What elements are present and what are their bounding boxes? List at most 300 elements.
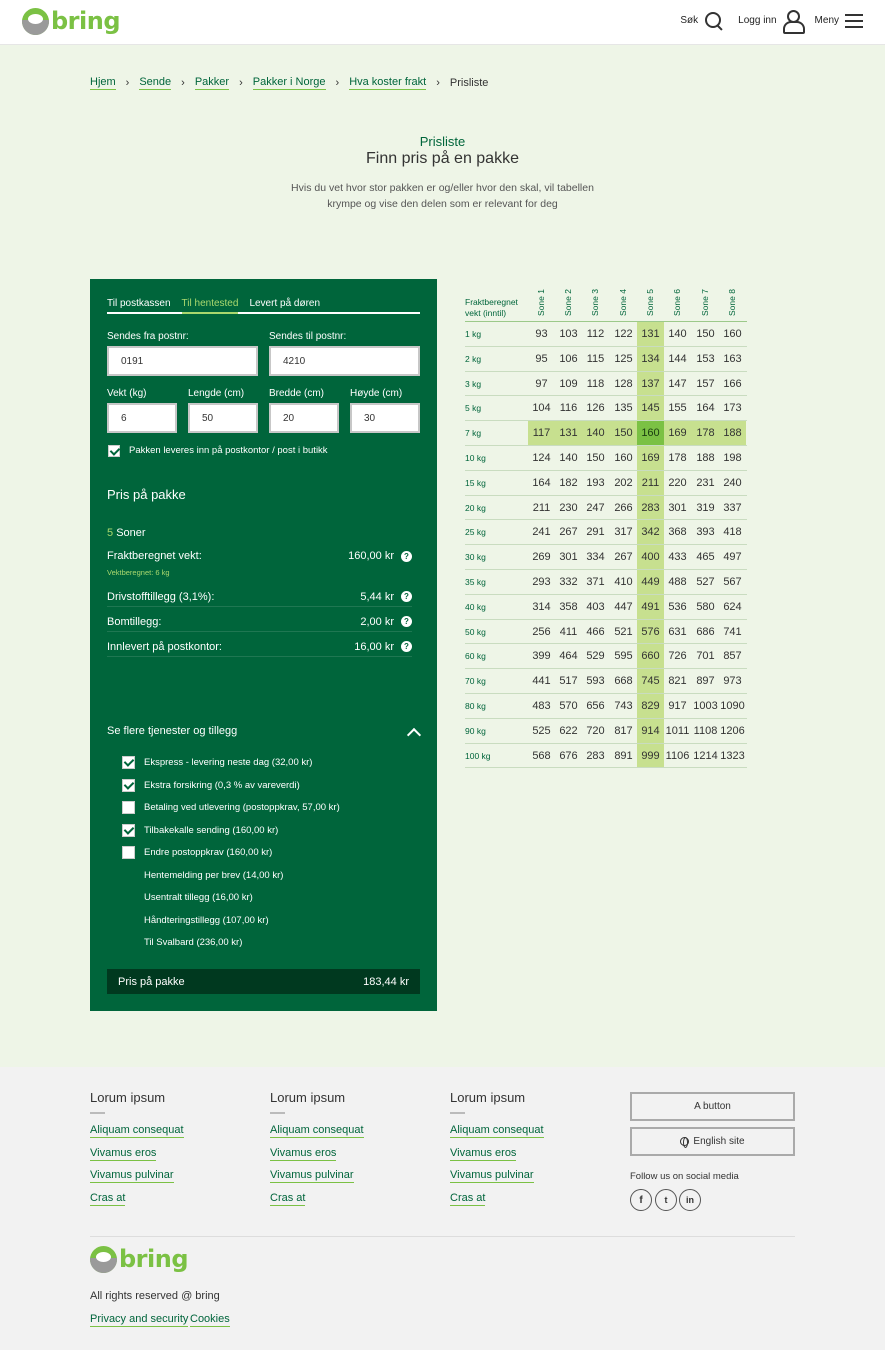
to-postcode-input[interactable]: 4210 [269,346,420,376]
toll-value: 2,00 kr [360,615,394,628]
footer-link[interactable]: Aliquam consequat [270,1124,364,1136]
price-cell[interactable]: 817 [614,724,633,737]
footer-column-title: Lorum ipsum [450,1090,526,1105]
login-label: Logg inn [738,15,777,26]
price-cell[interactable]: 116 [559,402,578,415]
price-cell[interactable]: 568 [532,749,551,762]
weight-input[interactable]: 6 [107,403,177,433]
footer-link[interactable]: Vivamus eros [90,1146,157,1159]
twitter-icon[interactable]: t [655,1189,677,1211]
price-cell[interactable]: 104 [532,402,551,415]
weight-label: 2 kg [465,353,482,364]
english-site-label: English site [693,1136,745,1147]
price-cell[interactable]: 103 [559,328,578,340]
privacy-link[interactable]: Privacy and security [90,1313,189,1325]
footer-link[interactable]: Vivamus pulvinar [270,1169,354,1181]
price-calculator [90,279,437,1011]
price-cell[interactable]: 166 [723,377,742,390]
copyright-text: All rights reserved @ bring [90,1290,220,1302]
delivered-label: Innlevert på postkontor: [107,640,222,653]
length-input[interactable]: 50 [188,403,258,433]
zones-label: Soner [116,527,146,539]
delivered-value-wrap [354,641,412,653]
price-cell[interactable]: 342 [641,526,660,539]
price-cell[interactable]: 917 [668,700,687,712]
price-cell[interactable]: 570 [559,700,578,712]
search-button[interactable] [680,11,724,31]
chevron-right-icon: › [125,77,130,89]
service-label[interactable]: Ekspress - levering neste dag (32,00 kr) [144,757,313,768]
table-row-divider [465,643,747,644]
price-cell[interactable]: 95 [535,352,548,365]
price-cell[interactable]: 527 [696,576,715,588]
price-cell[interactable]: 231 [696,476,715,489]
price-cell[interactable]: 193 [586,476,605,489]
price-cell[interactable]: 631 [668,625,687,638]
page-description: Hvis du vet hvor stor pakken er og/eller hvor den skal, vil tabellen krympe og vise den delen som er relevant for deg [291,182,594,210]
price-cell[interactable]: 529 [586,650,605,663]
delivery-tabs [107,296,420,314]
price-cell[interactable]: 660 [641,650,660,663]
price-cell[interactable]: 337 [723,501,742,514]
price-cell[interactable]: 109 [559,377,578,390]
weight-label: 90 kg [465,725,486,736]
price-cell[interactable]: 483 [532,700,551,712]
price-cell[interactable]: 720 [586,724,605,737]
price-cell[interactable]: 112 [586,328,605,340]
service-label[interactable]: Betaling ved utlevering (postoppkrav, 57,00 kr) [144,802,340,813]
price-cell[interactable]: 576 [641,625,660,638]
price-cell[interactable]: 301 [668,501,687,514]
weight-label: 5 kg [465,403,482,414]
price-cell[interactable]: 525 [532,724,551,737]
price-cell[interactable]: 150 [614,427,633,440]
price-cell[interactable]: 140 [559,452,578,464]
price-cell[interactable]: 1106 [665,749,690,762]
price-cell[interactable]: 124 [532,452,551,464]
price-cell[interactable]: 686 [696,625,715,638]
site-header [0,0,885,45]
fuel-value-wrap [360,591,412,603]
delivered-row [107,637,412,657]
breadcrumb-link-pakker[interactable]: Pakker [194,76,230,88]
service-label[interactable]: Tilbakekalle sending (160,00 kr) [144,824,279,836]
price-cell[interactable]: 410 [614,576,633,588]
service-label[interactable]: Endre postoppkrav (160,00 kr) [144,847,273,858]
price-cell[interactable]: 178 [668,452,687,464]
price-cell[interactable]: 160 [641,427,660,440]
price-cell[interactable]: 488 [668,576,687,588]
price-cell[interactable]: 155 [668,402,687,415]
breadcrumb [90,76,488,90]
chevron-right-icon: › [181,77,185,89]
delivered-value: 16,00 kr [354,640,394,653]
price-cell[interactable]: 726 [668,650,687,663]
price-cell[interactable]: 622 [559,724,578,737]
price-cell[interactable]: 999 [641,749,660,762]
chevron-right-icon: › [436,77,440,89]
bring-logo-text: bring [51,7,121,35]
price-cell[interactable]: 137 [641,377,660,390]
price-cell[interactable]: 433 [668,551,687,564]
to-postcode-label: Sendes til postnr: [269,331,347,342]
width-label: Bredde (cm) [269,388,325,399]
price-cell[interactable]: 465 [696,551,715,564]
weight-label: 100 kg [465,750,491,761]
corner-label-line2: vekt (inntil) [465,308,507,318]
chevron-right-icon: › [239,77,243,89]
price-cell[interactable]: 411 [559,625,578,638]
price-cell[interactable]: 334 [586,551,605,564]
price-cell[interactable]: 441 [532,675,551,688]
price-cell[interactable]: 131 [559,427,578,440]
price-cell[interactable]: 140 [586,427,605,440]
price-cell[interactable]: 160 [723,328,742,340]
price-cell[interactable]: 400 [641,551,660,564]
footer-link[interactable]: Cras at [450,1191,486,1204]
help-icon[interactable]: ? [401,616,412,627]
breadcrumb-link-hjem[interactable]: Hjem [90,76,116,88]
postoffice-checkbox-label: Pakken leveres inn på postkontor / post i butikk [129,445,328,456]
weight-label: 20 kg [465,502,486,513]
bring-logo-icon [22,8,49,35]
help-icon[interactable]: ? [401,591,412,602]
toll-label: Bomtillegg: [107,615,162,628]
price-cell[interactable]: 93 [535,328,548,340]
total-price-label: Pris på pakke [118,975,185,988]
weight-label: Vekt (kg) [107,388,147,399]
table-row-divider [465,395,747,396]
price-cell[interactable]: 403 [586,600,605,613]
price-cell[interactable]: 126 [586,402,605,415]
price-cell[interactable]: 517 [559,675,578,688]
freight-weight-label: Fraktberegnet vekt: [107,550,202,562]
hamburger-icon [845,14,863,28]
price-cell[interactable]: 283 [586,749,605,762]
tab-til-postkassen[interactable]: Til postkassen [107,298,171,309]
table-row-divider [465,371,747,372]
price-cell[interactable]: 891 [614,749,633,762]
weight-label: 70 kg [465,676,486,687]
price-cell[interactable]: 283 [641,501,660,514]
price-cell[interactable]: 115 [586,352,605,365]
price-cell[interactable]: 521 [614,625,633,638]
price-cell[interactable]: 106 [559,352,578,365]
page-kicker: Prisliste [419,134,466,149]
breadcrumb-link-pakker-i-norge[interactable]: Pakker i Norge [252,76,326,88]
fuel-value: 5,44 kr [360,590,394,603]
breadcrumb-link-hva-koster-frakt[interactable]: Hva koster frakt [349,76,427,88]
weight-label: 80 kg [465,701,486,711]
weight-label: 10 kg [465,453,486,463]
height-input[interactable]: 30 [350,403,420,433]
price-cell[interactable]: 1011 [665,724,690,737]
price-cell[interactable]: 567 [723,576,742,588]
weight-label: 1 kg [465,329,482,339]
table-row-divider [465,346,747,347]
price-cell[interactable]: 220 [668,476,687,489]
login-button[interactable] [738,10,800,31]
footer-link[interactable]: Vivamus pulvinar [90,1169,174,1181]
service-checkbox[interactable] [122,846,135,859]
price-cell[interactable]: 144 [668,352,687,365]
price-cell[interactable]: 368 [668,526,687,539]
price-cell[interactable]: 466 [586,625,605,638]
price-cell[interactable]: 169 [668,427,687,440]
weight-label: 30 kg [465,552,486,563]
footer-link[interactable]: Aliquam consequat [450,1124,544,1136]
price-cell[interactable]: 150 [586,452,605,464]
price-cell[interactable]: 399 [532,650,551,663]
price-cell[interactable]: 266 [614,501,633,514]
table-header-divider [465,321,747,322]
total-price-bar [107,969,420,994]
price-cell[interactable]: 449 [641,576,660,588]
table-row-divider [465,519,747,520]
price-cell[interactable]: 418 [723,526,742,539]
price-cell[interactable]: 701 [696,650,715,663]
breadcrumb-current: Prisliste [449,77,489,89]
price-cell[interactable]: 536 [668,600,687,613]
volume-weight-note: Vektberegnet: 6 kg [107,568,170,577]
price-cell[interactable]: 267 [614,551,633,564]
corner-label-line1: Fraktberegnet [465,297,518,307]
footer-link[interactable]: Aliquam consequat [90,1124,184,1136]
fuel-row [107,587,412,607]
cookies-link[interactable]: Cookies [190,1313,230,1325]
price-cell[interactable]: 447 [614,600,633,613]
price-cell[interactable]: 1206 [720,724,745,737]
breadcrumb-link-sende[interactable]: Sende [139,76,172,88]
service-checkbox[interactable] [122,801,135,814]
user-icon [783,10,801,31]
facebook-icon[interactable]: f [630,1189,652,1211]
more-services-toggle[interactable] [107,719,420,739]
footer-column-title: Lorum ipsum [270,1090,346,1105]
price-cell[interactable]: 371 [586,576,605,588]
postoffice-checkbox[interactable] [108,445,120,457]
price-cell[interactable]: 1323 [720,749,745,762]
price-cell[interactable]: 821 [668,675,687,688]
price-cell[interactable]: 593 [586,675,605,688]
price-cell[interactable]: 317 [614,526,633,539]
service-label: Håndteringstillegg (107,00 kr) [144,914,269,926]
price-cell[interactable]: 145 [641,402,660,415]
price-cell[interactable]: 178 [696,427,715,440]
menu-button[interactable] [815,14,863,28]
price-cell[interactable]: 745 [641,675,660,688]
price-cell[interactable]: 897 [696,675,715,688]
price-cell[interactable]: 182 [559,476,578,489]
price-cell[interactable]: 595 [614,650,633,663]
price-cell[interactable]: 157 [696,377,715,390]
footer-column-underline [90,1112,105,1114]
height-label: Høyde (cm) [350,388,403,399]
table-row-divider [465,668,747,669]
price-cell[interactable]: 188 [723,427,742,440]
price-cell[interactable]: 973 [723,675,742,688]
weight-column-header [465,297,518,319]
width-input[interactable]: 20 [269,403,339,433]
service-checkbox[interactable] [122,779,135,792]
price-cell[interactable]: 140 [668,328,687,340]
zone-header: Sone 2 [563,289,573,316]
price-cell[interactable]: 117 [532,427,551,440]
price-cell[interactable]: 1003 [693,700,718,712]
price-cell[interactable]: 198 [723,452,742,464]
price-cell[interactable]: 857 [723,650,742,663]
price-cell[interactable]: 247 [586,501,605,514]
price-cell[interactable]: 147 [668,377,687,390]
from-postcode-label: Sendes fra postnr: [107,331,189,342]
price-cell[interactable]: 914 [641,724,660,737]
freight-weight-value-wrap [348,550,412,562]
a-button[interactable] [630,1092,795,1121]
total-price-value: 183,44 kr [363,975,409,988]
from-postcode-input[interactable]: 0191 [107,346,258,376]
chevron-right-icon: › [335,77,340,89]
price-cell[interactable]: 241 [532,526,551,539]
price-cell[interactable]: 122 [614,328,633,340]
price-cell[interactable]: 332 [559,576,578,588]
price-cell[interactable]: 169 [641,452,660,464]
zone-header: Sone 7 [700,289,710,316]
price-cell[interactable]: 293 [532,576,551,588]
table-row-divider [465,743,747,744]
help-icon[interactable]: ? [401,641,412,652]
footer-column-underline [270,1112,285,1114]
table-row-divider [465,495,747,496]
price-cell[interactable]: 125 [614,352,633,365]
table-row-divider [465,420,747,421]
price-cell[interactable]: 668 [614,675,633,688]
footer-link[interactable]: Vivamus eros [450,1146,517,1159]
price-cell[interactable]: 163 [723,352,742,365]
linkedin-icon[interactable]: in [679,1189,701,1211]
table-row-divider [465,619,747,620]
bring-logo-icon [90,1246,117,1273]
bring-logo-text: bring [119,1245,189,1273]
zone-header: Sone 1 [536,289,546,316]
a-button-label: A button [694,1101,731,1112]
price-cell[interactable]: 97 [535,377,548,390]
price-cell[interactable]: 829 [641,700,660,712]
price-cell[interactable]: 134 [641,352,660,365]
price-cell[interactable]: 131 [641,328,660,340]
globe-icon [680,1137,689,1146]
zone-header: Sone 5 [645,289,655,316]
price-cell[interactable]: 624 [723,600,742,613]
footer-link[interactable]: Cras at [270,1191,306,1204]
price-cell[interactable]: 301 [559,551,578,564]
price-cell[interactable]: 393 [696,526,715,539]
price-cell[interactable]: 464 [559,650,578,663]
footer-link[interactable]: Vivamus eros [270,1146,337,1159]
help-icon[interactable]: ? [401,551,412,562]
footer-link[interactable]: Vivamus pulvinar [450,1169,534,1181]
footer-link[interactable]: Cras at [90,1191,126,1204]
price-cell[interactable]: 188 [696,452,715,464]
zones-number: 5 [107,527,114,539]
weight-label: 40 kg [465,601,486,612]
tab-levert-pa-doren[interactable]: Levert på døren [249,298,321,309]
price-cell[interactable]: 314 [532,600,551,613]
price-cell[interactable]: 269 [532,551,551,564]
price-cell[interactable]: 135 [614,402,633,415]
price-cell[interactable]: 491 [641,600,660,613]
price-cell[interactable]: 150 [696,328,715,340]
price-cell[interactable]: 676 [559,749,578,762]
price-cell[interactable]: 211 [641,476,660,489]
zone-header: Sone 8 [727,289,737,316]
price-cell[interactable]: 240 [723,476,742,489]
price-cell[interactable]: 1108 [693,724,718,737]
table-row-divider [465,544,747,545]
price-heading: Pris på pakke [107,487,186,502]
price-cell[interactable]: 256 [532,625,551,638]
footer-divider [90,1236,795,1237]
price-cell[interactable]: 319 [696,501,715,514]
toll-value-wrap [360,616,412,628]
price-cell[interactable]: 153 [696,352,715,365]
price-cell[interactable]: 580 [696,600,715,613]
footer-bring-logo[interactable] [90,1245,188,1273]
price-cell[interactable]: 741 [723,625,742,638]
footer-column-underline [450,1112,465,1114]
price-cell[interactable]: 497 [723,551,742,564]
price-cell[interactable]: 1214 [693,749,718,762]
footer-column-title: Lorum ipsum [90,1090,166,1105]
toll-row [107,612,412,632]
service-label[interactable]: Ekstra forsikring (0,3 % av vareverdi) [144,779,300,791]
price-cell[interactable]: 202 [614,476,633,489]
price-cell[interactable]: 118 [586,377,605,390]
price-cell[interactable]: 267 [559,526,578,539]
table-row-divider [465,470,747,471]
price-cell[interactable]: 1090 [720,700,745,712]
main-content [0,45,885,1067]
price-cell[interactable]: 164 [696,402,715,415]
search-label: Søk [680,15,699,26]
table-row-divider [465,594,747,595]
service-label: Til Svalbard (236,00 kr) [144,937,243,948]
more-services-label: Se flere tjenester og tillegg [107,725,238,737]
header-nav [680,10,863,31]
page-title: Finn pris på en pakke [366,150,519,167]
price-cell[interactable]: 230 [559,501,578,514]
price-cell[interactable]: 164 [532,476,551,489]
site-footer [0,1067,885,1350]
price-cell[interactable]: 743 [614,700,633,712]
price-cell[interactable]: 128 [614,377,633,390]
weight-label: 60 kg [465,651,486,662]
service-checkbox[interactable] [122,824,135,837]
zone-header: Sone 4 [618,289,628,316]
search-icon [704,11,724,31]
price-cell[interactable]: 211 [532,501,551,514]
tab-til-hentested[interactable]: Til hentested [182,296,239,314]
fuel-label: Drivstofftillegg (3,1%): [107,590,215,603]
freight-weight-row [107,546,412,566]
bring-logo[interactable] [22,7,120,35]
price-cell[interactable]: 160 [614,452,633,464]
english-site-button[interactable] [630,1127,795,1156]
price-cell[interactable]: 173 [723,402,742,415]
service-checkbox[interactable] [122,756,135,769]
price-cell[interactable]: 291 [586,526,605,539]
price-cell[interactable]: 656 [586,700,605,712]
price-cell[interactable]: 358 [559,600,578,613]
